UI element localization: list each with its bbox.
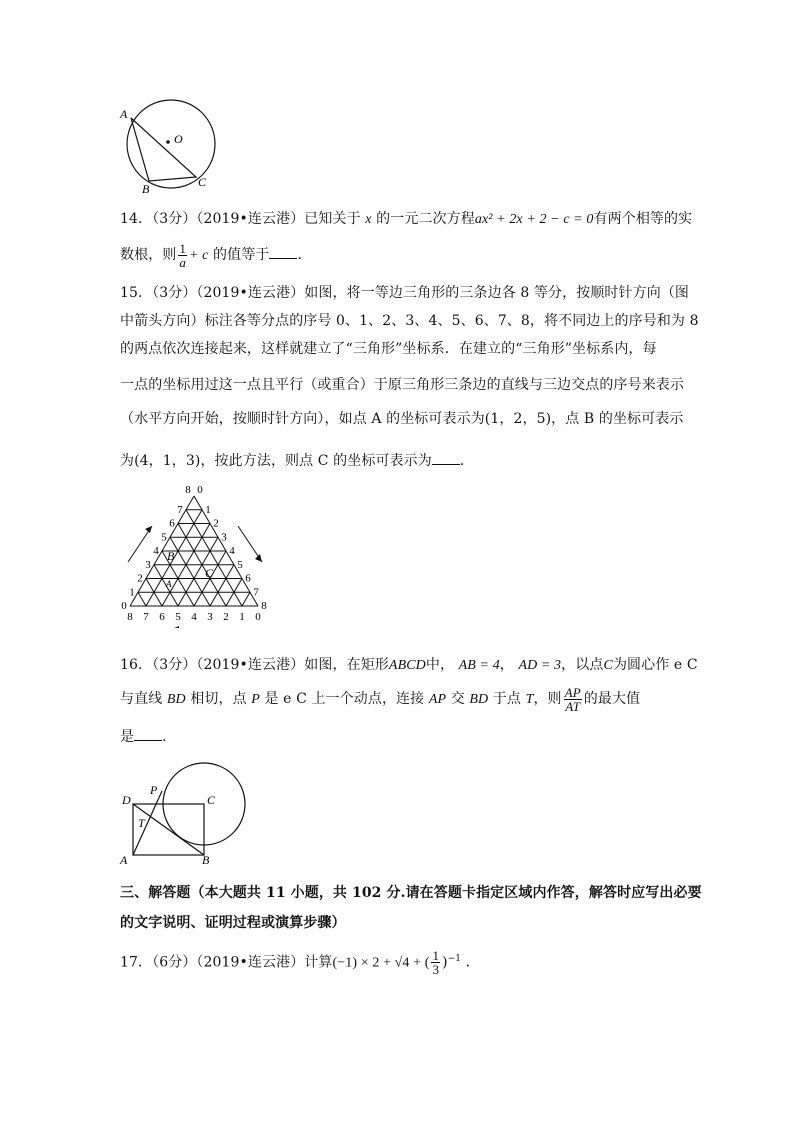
edge-label: 4 (229, 545, 235, 557)
q14-fraction: $\frac{1}{a}$ (179, 240, 187, 270)
edge-label: 2 (223, 611, 229, 623)
center-point-o (166, 140, 170, 144)
q15-line6: 为(4，1，3)，按此方法，则点 C 的坐标可表示为 ． (120, 453, 474, 469)
q15-line2: 中箭头方向）标注各等分点的序号 0、1、2、3、4、5、6、7、8，将不同边上的序号和为 8 (120, 313, 699, 329)
point-b-label: B (167, 549, 175, 563)
q14-line1: 14．（3分）（2019•连云港）已知关于 x 的一元二次方程ax² + 2x + 2 − c = 0有两个相等的实 (120, 211, 693, 227)
grid-line (170, 537, 210, 606)
q15-line4: 一点的坐标用过这一点且平行（或重合）于原三角形三条边的直线与三边交点的序号来表示 (120, 377, 684, 393)
q14-equation: ax² + 2x + 2 − c = 0 (474, 212, 594, 227)
edge-label: 2 (213, 517, 219, 530)
point-c-label: C (205, 566, 214, 580)
edge-label: 8 (127, 611, 133, 623)
edge-label: 7 (143, 611, 149, 623)
rectangle-circle-figure (116, 756, 256, 868)
edge-label: 4 (153, 545, 159, 557)
triangle-abc (131, 118, 196, 181)
grid-line (242, 592, 250, 606)
edge-label: 1 (129, 586, 135, 599)
edge-label: 3 (221, 531, 227, 544)
edge-label: 5 (237, 558, 243, 571)
q17-fraction: $\frac{1}{3}$ (432, 948, 440, 978)
label-o: O (174, 132, 183, 146)
edge-label: 5 (175, 611, 181, 623)
q16-fraction: $\frac{AP}{AT}$ (564, 684, 581, 714)
triangle-edge-labels (121, 484, 267, 623)
q14-line2: 数根，则 $\frac{1}{a}$ + c 的值等于 ． (120, 240, 312, 270)
label-b: B (202, 853, 210, 867)
circle-figure (116, 96, 220, 196)
q14-number: 14 (120, 211, 139, 227)
label-c: C (207, 793, 216, 807)
q15-number: 15 (120, 285, 139, 301)
label-b: B (142, 182, 150, 196)
q15-answer-blank (432, 452, 460, 465)
edge-label: 6 (245, 572, 251, 585)
edge-label: 7 (177, 503, 183, 516)
q15-line1: 15．（3分）（2019•连云港）如图，将一等边三角形的三条边各 8 等分，按顺时针方向（图 (120, 285, 690, 301)
triangle-grid-figure (114, 482, 284, 628)
edge-label: 6 (169, 517, 175, 530)
label-a: A (120, 107, 128, 121)
edge-label: 8 (185, 484, 191, 496)
label-c: C (198, 175, 207, 189)
edge-label: 3 (145, 558, 151, 571)
section-3-heading-line2: 的文字说明、证明过程或演算步骤） (120, 915, 346, 931)
edge-label: 3 (207, 611, 213, 623)
q16-line3: 是 ． (120, 729, 177, 745)
label-t: T (138, 816, 145, 830)
edge-label: 7 (253, 586, 259, 599)
label-p: P (150, 783, 158, 797)
q17-number: 17 (120, 954, 139, 971)
edge-label: 0 (197, 484, 203, 496)
triangle-grid-lines (130, 496, 258, 606)
q16-line1: 16．（3分）（2019•连云港）如图，在矩形ABCD中， AB = 4， AD = 3，以点C为圆心作 e C (120, 657, 698, 673)
section-3-heading-line1: 三、解答题（本大题共 11 小题，共 102 分.请在答题卡指定区域内作答，解答时应写出必要 (120, 885, 702, 901)
edge-label: 2 (137, 572, 143, 585)
edge-label: 8 (261, 600, 267, 612)
edge-label: 1 (205, 503, 211, 516)
edge-label: 1 (239, 611, 245, 623)
q16-answer-blank (134, 728, 162, 741)
q16-line2: 与直线 BD 相切，点 P 是 e C 上一个动点，连接 AP 交 BD 于点 T，则 $\frac{AP}{AT}$ 的最大值 (120, 684, 641, 714)
edge-label: 6 (159, 611, 165, 623)
edge-label: 0 (255, 611, 261, 623)
q15-line5: （水平方向开始，按顺时针方向），如点 A 的坐标可表示为(1，2，5)，点 B 的坐标可表示 (120, 411, 684, 427)
q16-number: 16 (120, 657, 139, 673)
edge-label: 0 (121, 600, 127, 612)
grid-line (138, 592, 146, 606)
q15-line3: 的两点依次连接起来，这样就建立了“三角形”坐标系．在建立的“三角形”坐标系内，每 (120, 341, 657, 357)
label-a: A (120, 853, 128, 867)
label-d: D (122, 793, 131, 807)
point-a-label: A (166, 579, 172, 589)
q14-answer-blank (269, 246, 297, 259)
q17-line: 17．（6分）（2019•连云港）计算(−1) × 2 + √4 + ( $\frac{1}{3}$ )$^{-1}$ ． (120, 948, 480, 978)
edge-label: 4 (191, 611, 197, 623)
edge-label: 5 (161, 531, 167, 544)
